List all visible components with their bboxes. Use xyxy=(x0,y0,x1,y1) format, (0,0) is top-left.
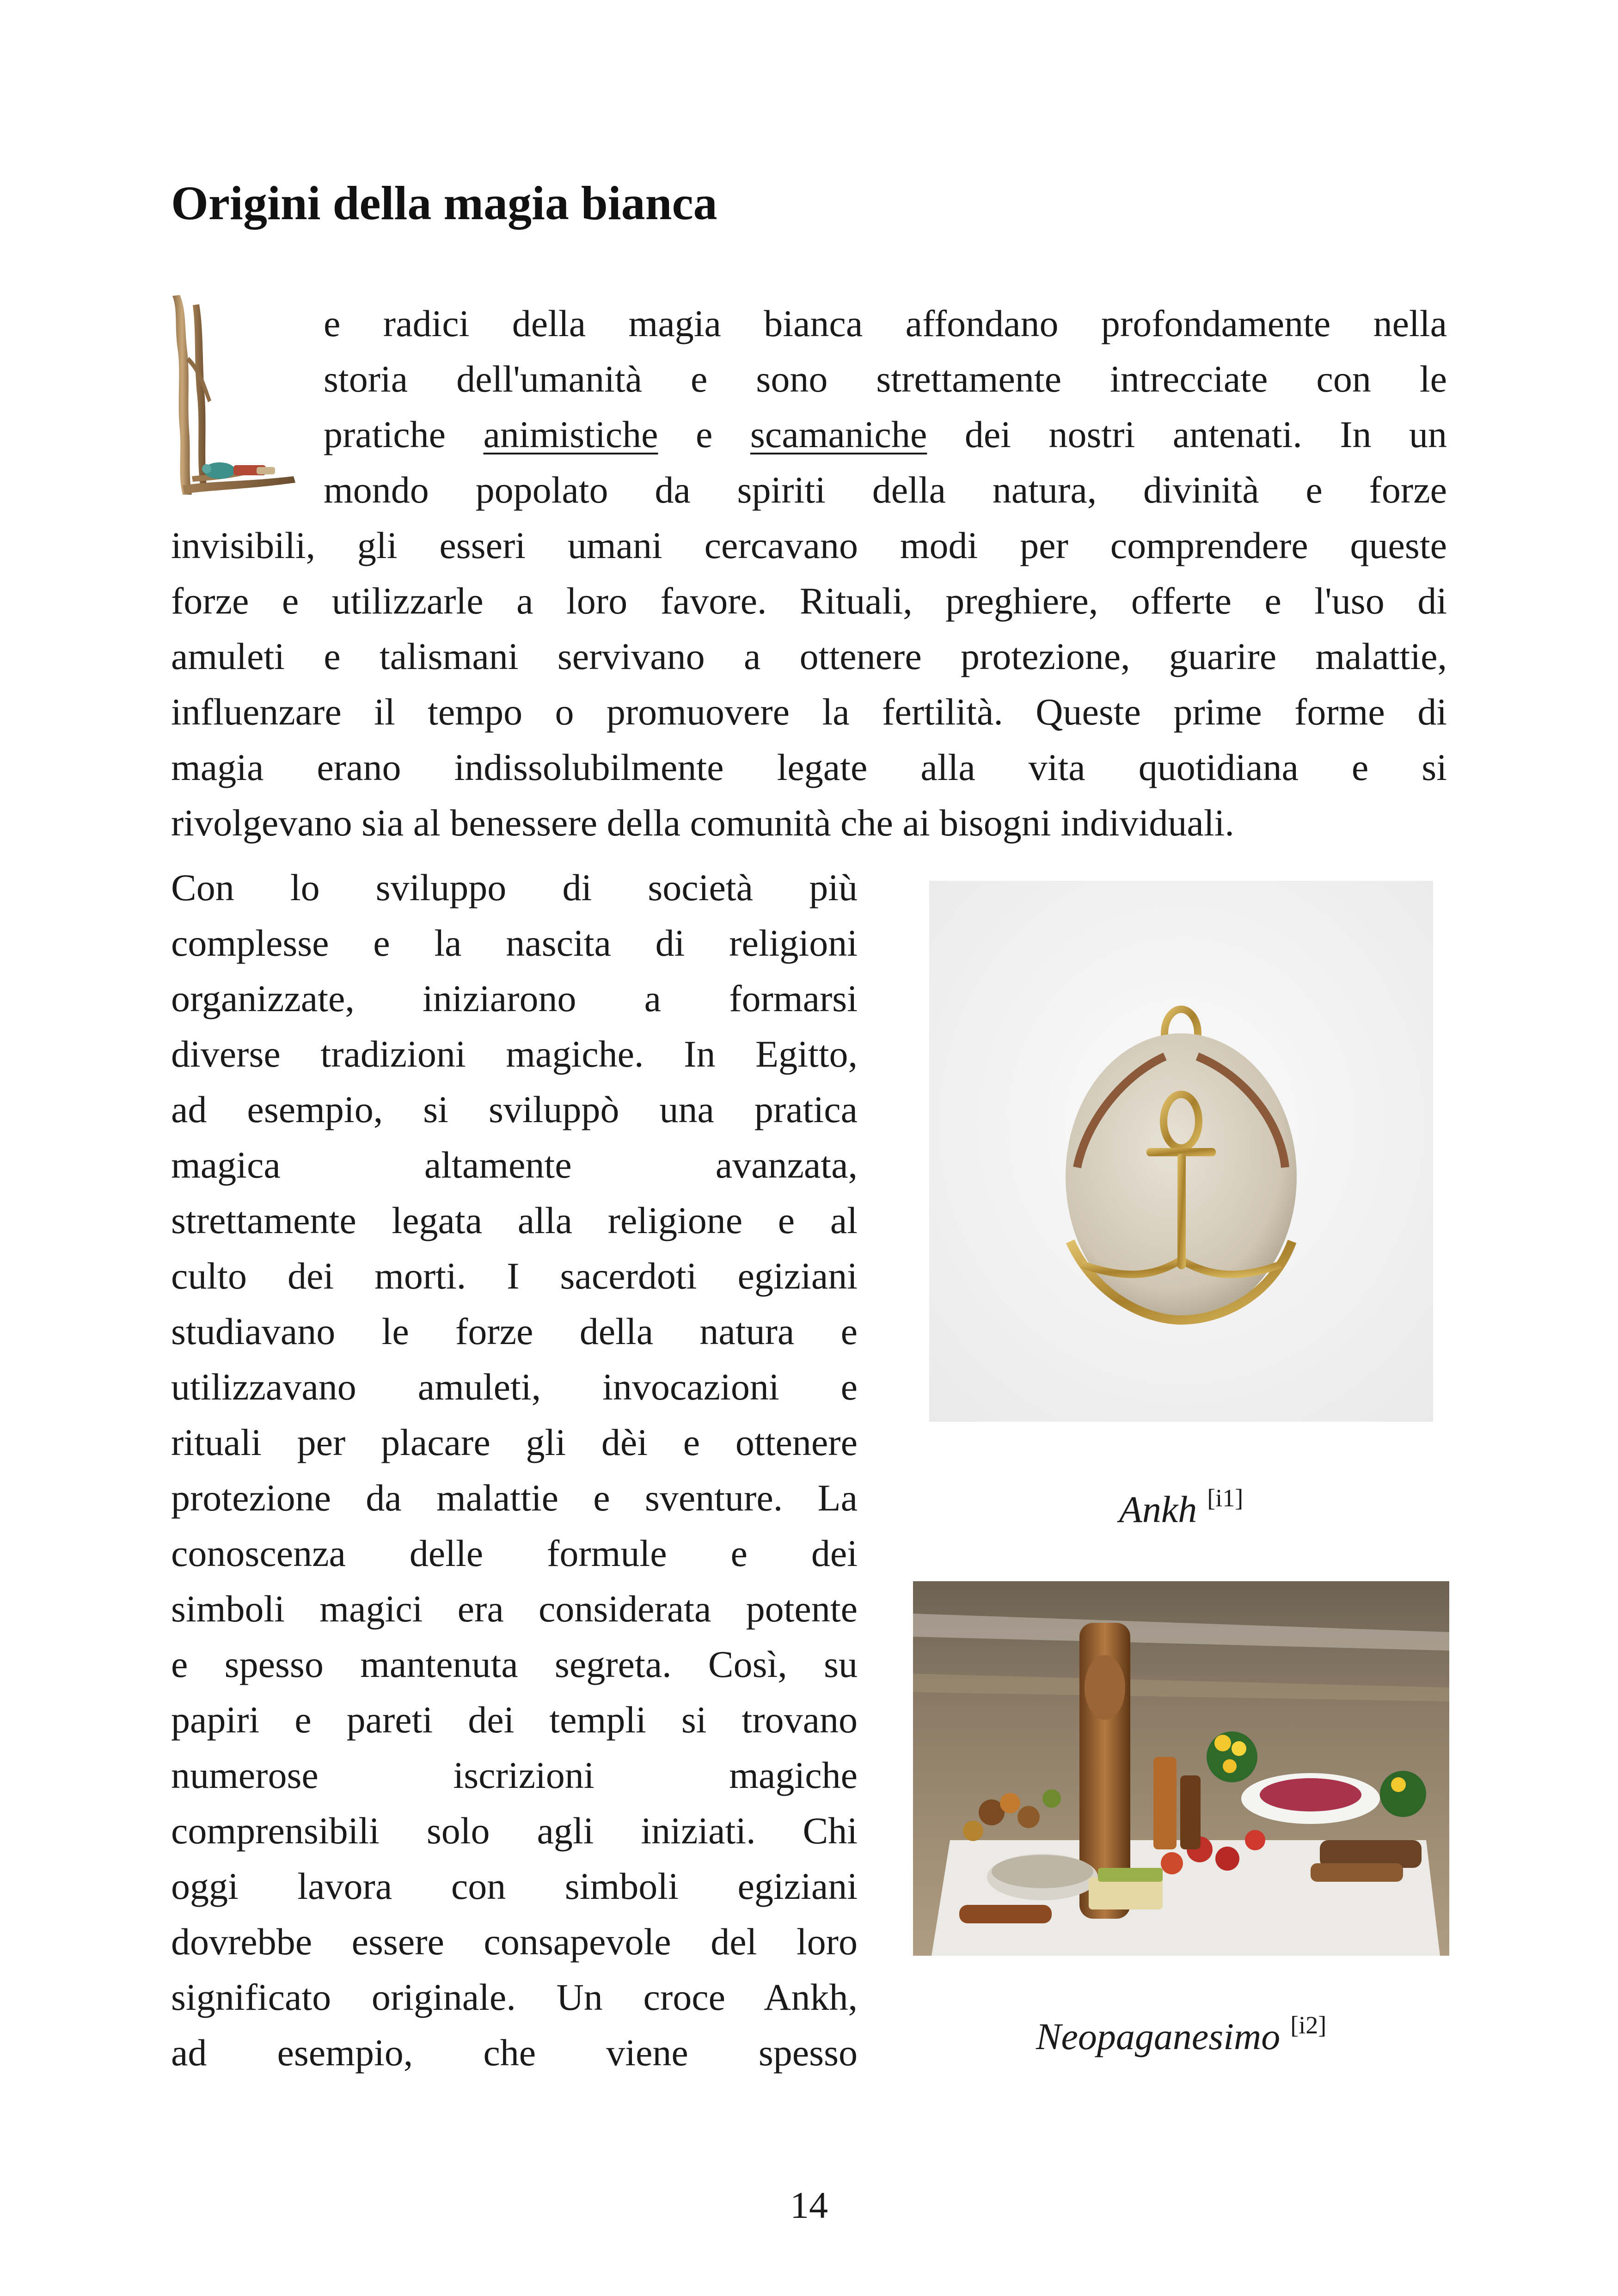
text-line: papiri e pareti dei templi si trovano xyxy=(171,1699,858,1741)
text-line: significato originale. Un croce Ankh, xyxy=(171,1976,858,2018)
text-line: forze e utilizzarle a loro favore. Rituali, preghiere, offerte e l'uso di xyxy=(171,580,1447,622)
text-line: rivolgevano sia al benessere della comunità che ai bisogni individuali. xyxy=(171,802,1234,844)
text-line: culto dei morti. I sacerdoti egiziani xyxy=(171,1255,858,1297)
section-heading: Origini della magia bianca xyxy=(171,177,717,230)
text-line: conoscenza delle formule e dei xyxy=(171,1532,858,1574)
link-scamaniche[interactable]: scamaniche xyxy=(750,413,927,455)
text-line: magia erano indissolubilmente legate alla vita quotidiana e si xyxy=(171,746,1447,788)
figure-caption-ankh: Ankh [i1] xyxy=(1119,1484,1244,1530)
image-reference: [i1] xyxy=(1207,1484,1244,1512)
pagan-altar-photo xyxy=(913,1581,1449,1956)
text-line: influenzare il tempo o promuovere la fertilità. Queste prime forme di xyxy=(171,691,1447,733)
intro-paragraph xyxy=(171,296,1447,851)
text-line: organizzate, iniziarono a formarsi xyxy=(171,977,858,1019)
text-line: numerose iscrizioni magiche xyxy=(171,1754,858,1796)
text-line: e spesso mantenuta segreta. Così, su xyxy=(171,1643,858,1685)
ankh-amulet-photo xyxy=(929,881,1433,1422)
text-line: diverse tradizioni magiche. In Egitto, xyxy=(171,1033,858,1075)
body-paragraph xyxy=(171,860,858,2081)
page-number: 14 xyxy=(790,2184,828,2226)
text-line: dovrebbe essere consapevole del loro xyxy=(171,1921,858,1963)
text-line: amuleti e talismani servivano a ottenere protezione, guarire malattie, xyxy=(171,635,1447,677)
text-line: studiavano le forze della natura e xyxy=(171,1310,858,1352)
text-line: invisibili, gli esseri umani cercavano modi per comprendere queste xyxy=(171,524,1447,566)
text-line: pratiche animistiche e scamaniche dei nostri antenati. In un xyxy=(324,413,1447,455)
text-line: ad esempio, che viene spesso xyxy=(171,2032,858,2074)
text-line: oggi lavora con simboli egiziani xyxy=(171,1865,858,1907)
text-line: simboli magici era considerata potente xyxy=(171,1588,858,1630)
text-line: magica altamente avanzata, xyxy=(171,1144,858,1186)
text-line: complesse e la nascita di religioni xyxy=(171,922,858,964)
text-line: ad esempio, si sviluppò una pratica xyxy=(171,1088,858,1130)
text-line: strettamente legata alla religione e al xyxy=(171,1199,858,1241)
link-animistiche[interactable]: animistiche xyxy=(483,413,658,455)
text-line: comprensibili solo agli iniziati. Chi xyxy=(171,1810,858,1852)
text-line: utilizzavano amuleti, invocazioni e xyxy=(171,1366,858,1408)
text-line: e radici della magia bianca affondano profondamente nella xyxy=(324,302,1447,344)
text-line: storia dell'umanità e sono strettamente intrecciate con le xyxy=(324,358,1447,400)
text-line: rituali per placare gli dèi e ottenere xyxy=(171,1421,858,1463)
text-line: mondo popolato da spiriti della natura, divinità e forze xyxy=(324,469,1447,511)
image-reference: [i2] xyxy=(1290,2011,1327,2039)
text-line: Con lo sviluppo di società più xyxy=(171,866,858,909)
text-line: protezione da malattie e sventure. La xyxy=(171,1477,858,1519)
figure-caption-neopaganesimo: Neopaganesimo [i2] xyxy=(1036,2011,1327,2057)
